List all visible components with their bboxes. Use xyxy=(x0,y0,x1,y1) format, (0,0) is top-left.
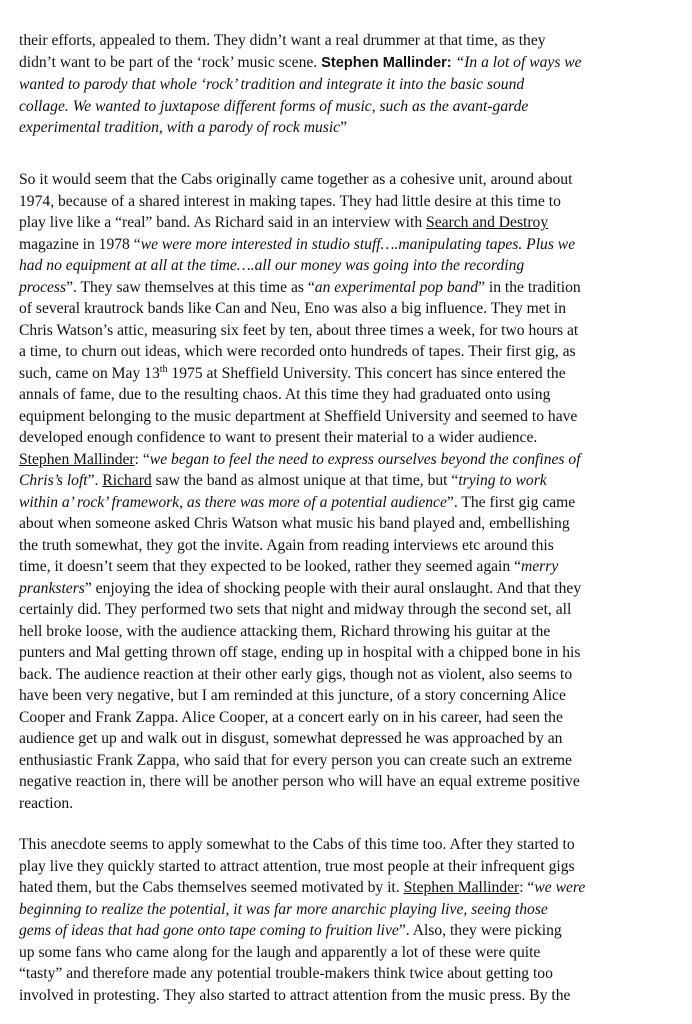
italic-quote: wanted to parody that whole ‘rock’ tradition and integrate it into the basic sound xyxy=(19,76,525,93)
underlined-name: Stephen Mallinder xyxy=(19,450,135,468)
text-run: negative reaction in, there will be another person who will have an equal extreme positive xyxy=(19,773,580,790)
text-line xyxy=(19,707,689,729)
italic-quote: trying to work xyxy=(458,472,547,489)
text-run: ”. The first gig came xyxy=(446,493,576,511)
text-run: punters and Mal getting thrown off stage, ending up in hospital with a chipped bone in his xyxy=(19,644,581,661)
text-line xyxy=(19,191,689,213)
text-run: of several krautrock bands like Can and Neu, Eno was also a big influence. They met in xyxy=(19,300,567,317)
text-line xyxy=(19,793,689,815)
italic-quote: we were more interested in studio stuff….manipulating tapes. Plus we xyxy=(140,235,576,253)
text-line xyxy=(19,277,689,299)
text-run: about when someone asked Chris Watson what music his band played and, embellishing xyxy=(19,515,570,532)
text-run: ”. xyxy=(87,472,103,489)
text-line xyxy=(19,985,689,1007)
italic-quote: experimental tradition, with a parody of rock music xyxy=(19,119,341,136)
text-run: developed enough confidence to want to present their material to a wider audience. xyxy=(19,429,538,446)
italic-quote: within a’ rock’ framework, as there was more of a potential audience xyxy=(19,493,447,511)
text-line xyxy=(19,942,689,964)
text-line xyxy=(19,298,689,320)
text-line xyxy=(19,513,689,535)
text-run: back. The audience reaction at their other early gigs, though not as violent, also seems to xyxy=(19,665,573,683)
text-line xyxy=(19,470,689,492)
text-run: equipment belonging to the music department at Sheffield University and seemed to have xyxy=(19,407,578,425)
italic-quote: had no equipment at all at the time….all our money was going into the recording xyxy=(19,257,525,274)
text-line xyxy=(19,384,689,406)
text-line xyxy=(19,449,689,471)
text-run: time, it doesn’t seem that they expected to be looked, rather they seemed again “ xyxy=(19,558,521,575)
italic-quote: merry xyxy=(521,558,559,575)
text-run: didn’t want to be part of the ‘rock’ music scene. xyxy=(19,53,322,71)
text-run: : “ xyxy=(519,879,535,896)
text-line xyxy=(19,427,689,449)
text-run: play live like a “real” band. As Richard said in an interview with xyxy=(19,214,427,231)
text-run: 1975 at Sheffield University. This concert has since entered the xyxy=(167,364,566,382)
text-line xyxy=(19,341,689,363)
italic-quote: we were xyxy=(534,879,586,896)
text-run: “tasty” and therefore made any potential trouble-makers think twice about getting too xyxy=(19,965,553,982)
text-line xyxy=(19,492,689,514)
text-line xyxy=(19,234,689,256)
text-line xyxy=(19,320,689,342)
text-line xyxy=(19,621,689,643)
italic-quote: collage. We wanted to juxtapose different forms of music, such as the avant-garde xyxy=(19,97,529,115)
text-run: the truth somewhat, they got the invite. Again from reading interviews etc around this xyxy=(19,536,554,554)
text-run: So it would seem that the Cabs originally came together as a cohesive unit, around about xyxy=(19,171,573,188)
text-run: their efforts, appealed to them. They didn’t want a real drummer at that time, as they xyxy=(19,32,546,49)
text-line xyxy=(19,556,689,578)
italic-quote: Chris’s loft xyxy=(19,472,88,489)
text-line xyxy=(19,117,689,139)
text-run: audience get up and walk out in disgust, somewhat depressed he was approached by an xyxy=(19,730,563,747)
text-run: ”. Also, they were picking xyxy=(398,922,562,939)
speaker-label: Stephen Mallinder: xyxy=(321,54,452,71)
text-line xyxy=(19,642,689,664)
text-line xyxy=(19,74,689,96)
text-run: This anecdote seems to apply somewhat to the Cabs of this time too. After they started to xyxy=(19,836,575,853)
paragraph-1 xyxy=(19,30,689,139)
text-run: Chris Watson’s attic, measuring six feet by ten, about three times a week, for two hours at xyxy=(19,321,579,339)
text-run: a time, to churn out ideas, which were recorded onto hundreds of tapes. Their first gig, as xyxy=(19,343,576,360)
underlined-name: Richard xyxy=(102,472,152,489)
text-run: enthusiastic Frank Zappa, who said that for every person you can create such an extreme xyxy=(19,751,572,769)
text-line xyxy=(19,685,689,707)
text-line xyxy=(19,728,689,750)
text-run: ” in the tradition xyxy=(478,278,581,296)
text-line xyxy=(19,363,689,385)
text-run: ”. They saw themselves at this time as “ xyxy=(66,278,315,296)
text-line xyxy=(19,406,689,428)
text-run: certainly did. They performed two sets that night and midway through the second set, all xyxy=(19,601,572,618)
text-run: reaction. xyxy=(19,794,74,812)
text-run: hell broke loose, with the audience attacking them, Richard throwing his guitar at the xyxy=(19,622,551,640)
text-run: hated them, but the Cabs themselves seemed motivated by it. xyxy=(19,879,404,896)
text-run: 1974, because of a shared interest in making tapes. They had little desire at this time to xyxy=(19,192,561,210)
text-line xyxy=(19,212,689,234)
text-line xyxy=(19,750,689,772)
text-run: annals of fame, due to the resulting chaos. At this time they had graduated onto using xyxy=(19,386,551,403)
text-line xyxy=(19,169,689,191)
text-line xyxy=(19,52,689,75)
italic-quote: process xyxy=(19,278,67,296)
text-line xyxy=(19,963,689,985)
paragraph-2 xyxy=(19,169,689,814)
text-line xyxy=(19,920,689,942)
underlined-name: Stephen Mallinder xyxy=(403,879,520,896)
text-run: magazine in 1978 “ xyxy=(19,235,141,253)
italic-quote: we began to feel the need to express ourselves beyond the confines of xyxy=(149,450,581,468)
italic-quote: gems of ideas that had gone onto tape coming to fruition live xyxy=(19,922,399,939)
text-run: ” xyxy=(340,119,347,136)
ordinal-superscript: th xyxy=(159,363,168,375)
paragraph-3 xyxy=(19,834,689,1006)
text-run: up some fans who came along for the laugh and apparently a lot of these were quite xyxy=(19,943,541,961)
text-run: saw the band as almost unique at that time, but “ xyxy=(151,472,459,489)
text-run: such, came on May 13 xyxy=(19,364,160,382)
text-run: involved in protesting. They also started to attract attention from the music press. By the xyxy=(19,986,571,1004)
italic-quote: an experimental pop band xyxy=(314,278,479,296)
text-run: have been very negative, but I am reminded at this juncture, of a story concerning Alice xyxy=(19,687,566,704)
text-line xyxy=(19,856,689,878)
text-line xyxy=(19,899,689,921)
text-line xyxy=(19,96,689,118)
underlined-name: Search and Destroy xyxy=(426,214,549,231)
text-line xyxy=(19,535,689,557)
text-line xyxy=(19,771,689,793)
text-line xyxy=(19,30,689,52)
text-line xyxy=(19,578,689,600)
text-line xyxy=(19,877,689,899)
text-run: play live they quickly started to attract attention, true most people at their infrequent gigs xyxy=(19,857,575,875)
text-line xyxy=(19,255,689,277)
text-line xyxy=(19,834,689,856)
italic-quote: beginning to realize the potential, it was far more anarchic playing live, seeing those xyxy=(19,900,548,918)
italic-quote: pranksters xyxy=(19,579,85,597)
text-line xyxy=(19,664,689,686)
text-run: Cooper and Frank Zappa. Alice Cooper, at a concert early on in his career, had seen the xyxy=(19,708,563,726)
text-run: ” enjoying the idea of shocking people with their aural onslaught. And that they xyxy=(84,579,582,597)
text-line xyxy=(19,599,689,621)
text-run: : “ xyxy=(134,450,150,468)
italic-quote: “In a lot of ways we xyxy=(451,53,582,71)
